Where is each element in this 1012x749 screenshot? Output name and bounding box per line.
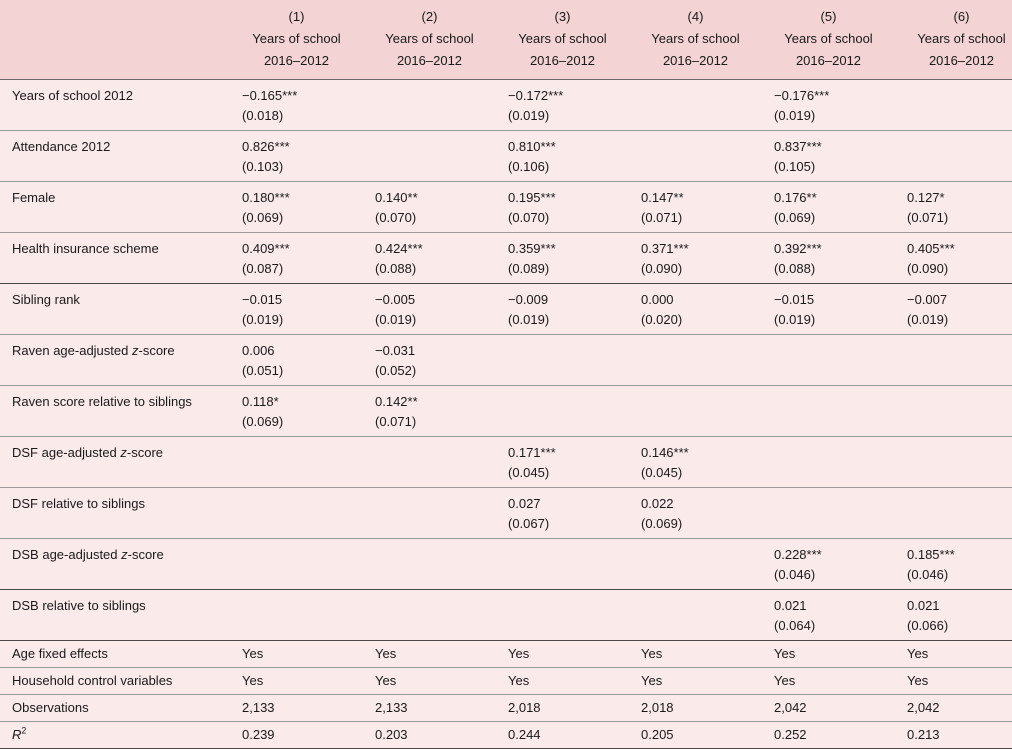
coefficient: −0.015 <box>242 292 283 307</box>
standard-error: (0.046) <box>774 567 816 582</box>
header-corner <box>0 0 230 28</box>
col-title: Years of school <box>629 28 762 50</box>
estimate-cell <box>629 539 762 590</box>
estimate-cell <box>895 488 1012 539</box>
standard-error: (0.019) <box>774 312 816 327</box>
standard-error: (0.069) <box>242 414 284 429</box>
row-label: DSB relative to siblings <box>0 590 230 641</box>
standard-error: (0.019) <box>375 312 417 327</box>
row-label-part: z <box>120 445 127 460</box>
estimate-cell <box>363 233 496 284</box>
coefficient: 0.176** <box>774 190 817 205</box>
row-label: DSF relative to siblings <box>0 488 230 539</box>
summary-cell: Yes <box>629 668 762 695</box>
standard-error: (0.069) <box>242 210 284 225</box>
estimate-cell <box>363 284 496 335</box>
row-label-part: Raven age-adjusted <box>12 343 132 358</box>
estimate-cell <box>230 437 363 488</box>
table-row <box>0 80 1012 131</box>
estimate-cell <box>363 80 496 131</box>
coefficient: 0.171*** <box>508 445 556 460</box>
col-number: (3) <box>496 0 629 28</box>
standard-error: (0.103) <box>242 159 284 174</box>
estimate-cell <box>496 488 629 539</box>
standard-error: (0.019) <box>508 108 550 123</box>
row-label: Attendance 2012 <box>0 131 230 182</box>
estimate-cell <box>363 131 496 182</box>
estimate-cell <box>629 437 762 488</box>
row-label-part: DSB age-adjusted <box>12 547 122 562</box>
standard-error: (0.071) <box>375 414 417 429</box>
estimate-cell <box>496 182 629 233</box>
estimate-cell <box>762 80 895 131</box>
standard-error: (0.020) <box>641 312 683 327</box>
estimate-cell <box>363 182 496 233</box>
coefficient: 0.142** <box>375 394 418 409</box>
summary-row <box>0 668 1012 695</box>
summary-row <box>0 641 1012 668</box>
standard-error: (0.071) <box>641 210 683 225</box>
summary-cell: 0.252 <box>762 722 895 749</box>
standard-error: (0.071) <box>907 210 949 225</box>
standard-error: (0.019) <box>242 312 284 327</box>
coefficient: −0.176*** <box>774 88 830 103</box>
coefficient: −0.007 <box>907 292 948 307</box>
estimate-cell <box>230 590 363 641</box>
coefficient: 0.392*** <box>774 241 822 256</box>
estimate-cell <box>363 539 496 590</box>
estimate-cell <box>895 284 1012 335</box>
coefficient: −0.009 <box>508 292 549 307</box>
coefficient: 0.027 <box>508 496 541 511</box>
estimate-cell <box>230 386 363 437</box>
standard-error: (0.087) <box>242 261 284 276</box>
estimate-cell <box>629 284 762 335</box>
r-squared-symbol: R <box>12 727 22 742</box>
estimate-cell <box>496 437 629 488</box>
summary-cell: 2,018 <box>629 695 762 722</box>
table-row <box>0 284 1012 335</box>
summary-cell: 2,042 <box>762 695 895 722</box>
coefficient: 0.021 <box>774 598 807 613</box>
estimate-cell <box>895 386 1012 437</box>
standard-error: (0.090) <box>907 261 949 276</box>
standard-error: (0.089) <box>508 261 550 276</box>
estimate-cell <box>895 131 1012 182</box>
coefficient: 0.146*** <box>641 445 689 460</box>
summary-cell: Yes <box>629 641 762 668</box>
table-row <box>0 539 1012 590</box>
standard-error: (0.019) <box>774 108 816 123</box>
estimate-cell <box>629 590 762 641</box>
estimate-cell <box>629 182 762 233</box>
col-number: (5) <box>762 0 895 28</box>
summary-cell: 0.205 <box>629 722 762 749</box>
row-label: Female <box>0 182 230 233</box>
estimate-cell <box>895 182 1012 233</box>
estimate-cell <box>363 590 496 641</box>
col-period: 2016–2012 <box>363 50 496 80</box>
coefficient: 0.371*** <box>641 241 689 256</box>
coefficient: 0.359*** <box>508 241 556 256</box>
standard-error: (0.070) <box>508 210 550 225</box>
summary-row <box>0 695 1012 722</box>
standard-error: (0.051) <box>242 363 284 378</box>
col-number: (2) <box>363 0 496 28</box>
estimate-cell <box>895 437 1012 488</box>
estimate-cell <box>895 590 1012 641</box>
summary-cell: Yes <box>895 641 1012 668</box>
summary-cell: 0.239 <box>230 722 363 749</box>
table-row <box>0 437 1012 488</box>
standard-error: (0.088) <box>375 261 417 276</box>
row-label <box>0 539 230 590</box>
standard-error: (0.070) <box>375 210 417 225</box>
row-label <box>0 335 230 386</box>
coefficient: −0.165*** <box>242 88 298 103</box>
col-title: Years of school <box>496 28 629 50</box>
standard-error: (0.069) <box>774 210 816 225</box>
summary-cell: 2,133 <box>363 695 496 722</box>
row-label: Health insurance scheme <box>0 233 230 284</box>
estimate-cell <box>230 488 363 539</box>
coefficient: 0.021 <box>907 598 940 613</box>
row-label-part: z <box>131 343 139 358</box>
summary-cell: Yes <box>496 668 629 695</box>
summary-row <box>0 722 1012 749</box>
estimate-cell <box>762 590 895 641</box>
standard-error: (0.069) <box>641 516 683 531</box>
estimate-cell <box>629 488 762 539</box>
estimate-cell <box>762 182 895 233</box>
estimate-cell <box>762 488 895 539</box>
estimate-cell <box>230 284 363 335</box>
standard-error: (0.019) <box>907 312 949 327</box>
summary-cell: 0.213 <box>895 722 1012 749</box>
table-row <box>0 233 1012 284</box>
coefficient: 0.185*** <box>907 547 955 562</box>
estimate-cell <box>496 539 629 590</box>
coefficient: 0.140** <box>375 190 418 205</box>
col-period: 2016–2012 <box>496 50 629 80</box>
col-title: Years of school <box>230 28 363 50</box>
estimate-cell <box>762 437 895 488</box>
estimate-cell <box>363 386 496 437</box>
row-label <box>0 437 230 488</box>
row-label: Sibling rank <box>0 284 230 335</box>
table-row <box>0 335 1012 386</box>
estimate-cell <box>230 539 363 590</box>
coefficient: 0.195*** <box>508 190 556 205</box>
estimate-cell <box>762 335 895 386</box>
table-row <box>0 488 1012 539</box>
coefficient: 0.810*** <box>508 139 556 154</box>
estimate-cell <box>762 386 895 437</box>
summary-cell: 2,018 <box>496 695 629 722</box>
estimate-cell <box>230 131 363 182</box>
col-number: (4) <box>629 0 762 28</box>
estimate-cell <box>230 80 363 131</box>
summary-cell: Yes <box>363 668 496 695</box>
coefficient: −0.031 <box>375 343 416 358</box>
row-label <box>0 722 230 749</box>
summary-cell: Yes <box>762 668 895 695</box>
row-label-part: -score <box>138 343 175 358</box>
row-label: Household control variables <box>0 668 230 695</box>
row-label: Age fixed effects <box>0 641 230 668</box>
estimate-cell <box>496 233 629 284</box>
coefficient: 0.826*** <box>242 139 290 154</box>
standard-error: (0.090) <box>641 261 683 276</box>
col-title: Years of school <box>363 28 496 50</box>
table-row <box>0 386 1012 437</box>
coefficient: 0.147** <box>641 190 684 205</box>
standard-error: (0.106) <box>508 159 550 174</box>
standard-error: (0.067) <box>508 516 550 531</box>
estimate-cell <box>629 80 762 131</box>
table-row <box>0 131 1012 182</box>
row-label-part: -score <box>127 547 164 562</box>
standard-error: (0.066) <box>907 618 949 633</box>
table-header <box>0 0 1012 80</box>
summary-cell: Yes <box>496 641 629 668</box>
estimate-cell <box>496 284 629 335</box>
coefficient: −0.015 <box>774 292 815 307</box>
estimate-cell <box>895 80 1012 131</box>
coefficient: −0.005 <box>375 292 416 307</box>
col-number: (6) <box>895 0 1012 28</box>
col-title: Years of school <box>762 28 895 50</box>
coefficient: 0.837*** <box>774 139 822 154</box>
coefficient: 0.000 <box>641 292 674 307</box>
summary-cell: Yes <box>363 641 496 668</box>
estimate-cell <box>363 335 496 386</box>
standard-error: (0.045) <box>508 465 550 480</box>
estimate-cell <box>230 233 363 284</box>
estimate-cell <box>363 437 496 488</box>
summary-cell: 0.244 <box>496 722 629 749</box>
summary-cell: Yes <box>230 668 363 695</box>
estimate-cell <box>496 131 629 182</box>
estimate-cell <box>762 539 895 590</box>
estimate-cell <box>895 539 1012 590</box>
estimate-cell <box>496 386 629 437</box>
coefficient: 0.118* <box>242 394 279 409</box>
standard-error: (0.064) <box>774 618 816 633</box>
estimate-cell <box>762 131 895 182</box>
summary-cell: 2,042 <box>895 695 1012 722</box>
summary-cell: 0.203 <box>363 722 496 749</box>
standard-error: (0.052) <box>375 363 417 378</box>
estimate-cell <box>230 335 363 386</box>
standard-error: (0.105) <box>774 159 816 174</box>
table-row <box>0 182 1012 233</box>
row-label-part: -score <box>126 445 164 460</box>
estimate-cell <box>895 233 1012 284</box>
estimate-cell <box>629 386 762 437</box>
table-row <box>0 590 1012 641</box>
estimate-cell <box>895 335 1012 386</box>
estimate-cell <box>762 233 895 284</box>
col-period: 2016–2012 <box>895 50 1012 80</box>
estimate-cell <box>629 131 762 182</box>
estimate-cell <box>496 335 629 386</box>
coefficient: 0.022 <box>641 496 674 511</box>
row-label: Raven score relative to siblings <box>0 386 230 437</box>
standard-error: (0.045) <box>641 465 683 480</box>
r-squared-exponent: 2 <box>21 725 27 736</box>
coefficient: 0.409*** <box>242 241 290 256</box>
row-label: Observations <box>0 695 230 722</box>
estimate-cell <box>762 284 895 335</box>
coefficient: 0.127* <box>907 190 945 205</box>
estimate-cell <box>629 335 762 386</box>
standard-error: (0.018) <box>242 108 284 123</box>
col-period: 2016–2012 <box>762 50 895 80</box>
standard-error: (0.088) <box>774 261 816 276</box>
row-label-part: DSF age-adjusted <box>12 445 121 460</box>
standard-error: (0.019) <box>508 312 550 327</box>
col-title: Years of school <box>895 28 1012 50</box>
col-period: 2016–2012 <box>230 50 363 80</box>
coefficient: 0.228*** <box>774 547 822 562</box>
coefficient: 0.424*** <box>375 241 423 256</box>
summary-cell: 2,133 <box>230 695 363 722</box>
summary-cell: Yes <box>762 641 895 668</box>
coefficient: 0.006 <box>242 343 275 358</box>
coefficient: 0.180*** <box>242 190 290 205</box>
estimate-cell <box>496 590 629 641</box>
row-label: Years of school 2012 <box>12 88 133 103</box>
estimate-cell <box>363 488 496 539</box>
coefficient: 0.405*** <box>907 241 955 256</box>
row-label-part: z <box>121 547 128 562</box>
estimate-cell <box>629 233 762 284</box>
table-body <box>0 80 1012 749</box>
estimate-cell <box>230 182 363 233</box>
summary-cell: Yes <box>895 668 1012 695</box>
col-period: 2016–2012 <box>629 50 762 80</box>
coefficient: −0.172*** <box>508 88 564 103</box>
summary-cell: Yes <box>230 641 363 668</box>
col-number: (1) <box>230 0 363 28</box>
estimate-cell <box>496 80 629 131</box>
standard-error: (0.046) <box>907 567 949 582</box>
